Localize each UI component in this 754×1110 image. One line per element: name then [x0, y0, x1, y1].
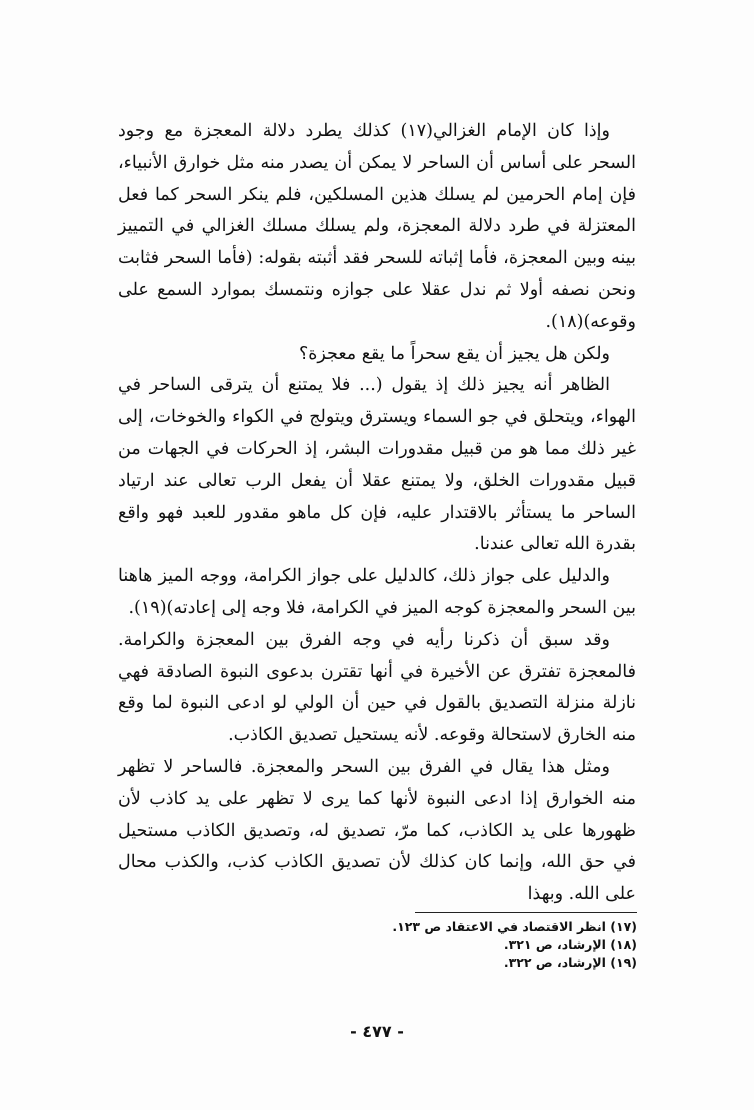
footnote-19: (١٩) الإرشاد، ص ٣٢٢. — [503, 955, 637, 970]
footnote-divider — [415, 912, 637, 913]
footnote-18: (١٨) الإرشاد، ص ٣٢١. — [503, 937, 637, 952]
paragraph-5: وقد سبق أن ذكرنا رأيه في وجه الفرق بين المعجزة والكرامة. فالمعجزة تفترق عن الأخيرة في أنها تقترن بدعوى النبوة الصادقة فهي نازلة منزلة التصديق بالقول في حين أن الولي لو ادعى النبوة لما وقع منه الخارق لاستحالة وقوعه. لأنه يستحيل تصديق الكاذب. — [118, 629, 636, 746]
paragraph-4: والدليل على جواز ذلك، كالدليل على جواز الكرامة، ووجه الميز هاهنا بين السحر والمعجزة كوجه الميز في الكرامة، فلا وجه إلى إعادته)(١٩). — [118, 566, 636, 618]
page-number: - ٤٧٧ - — [350, 1022, 404, 1041]
paragraph-1: وإذا كان الإمام الغزالي(١٧) كذلك يطرد دلالة المعجزة مع وجود السحر على أساس أن الساحر لا يمكن أن يصدر منه مثل خوارق الأنبياء، فإن إمام الحرمين لم يسلك هذين المسلكين، فلم ينكر السحر كما فعل المعتزلة في طرد دلالة المعجزة، ولم يسلك مسلك الغزالي في التمييز بينه وبين المعجزة، فأما إثباته للسحر فقد أثبته بقوله: (فأما السحر فثابت ونحن نصفه أولا ثم ندل عقلا على جوازه ونتمسك بموارد السمع على وقوعه)(١٨). — [118, 121, 636, 332]
paragraph-2: ولكن هل يجيز أن يقع سحراً ما يقع معجزة؟ — [298, 343, 610, 364]
footnotes — [380, 918, 637, 972]
main-text — [118, 116, 636, 911]
paragraph-6: ومثل هذا يقال في الفرق بين السحر والمعجزة. فالساحر لا تظهر منه الخوارق إذا ادعى النبوة لأنها كما يرى لا تظهر على يد كاذب لأن ظهورها على يد الكاذب، كما مرّ، تصديق له، وتصديق الكاذب مستحيل في حق الله، وإنما كان كذلك لأن تصديق الكاذب كذب، والكذب محال على الله. وبهذا — [118, 756, 636, 905]
footnote-17: (١٧) انظر الاقتصاد في الاعتقاد ص ١٢٣. — [392, 919, 637, 934]
paragraph-3: الظاهر أنه يجيز ذلك إذ يقول (... فلا يمتنع أن يترقى الساحر في الهواء، ويتحلق في جو السماء ويسترق ويتولج في الكواء والخوخات، إلى غير ذلك مما هو من قبيل مقدورات البشر، إذ الحركات في الجهات من قبيل مقدورات الخلق، ولا يمتنع عقلا أن يفعل الرب تعالى عند ارتياد الساحر ما يستأثر بالاقتدار عليه، فإن كل ماهو مقدور للعبد فهو واقع بقدرة الله تعالى عندنا. — [118, 375, 636, 555]
